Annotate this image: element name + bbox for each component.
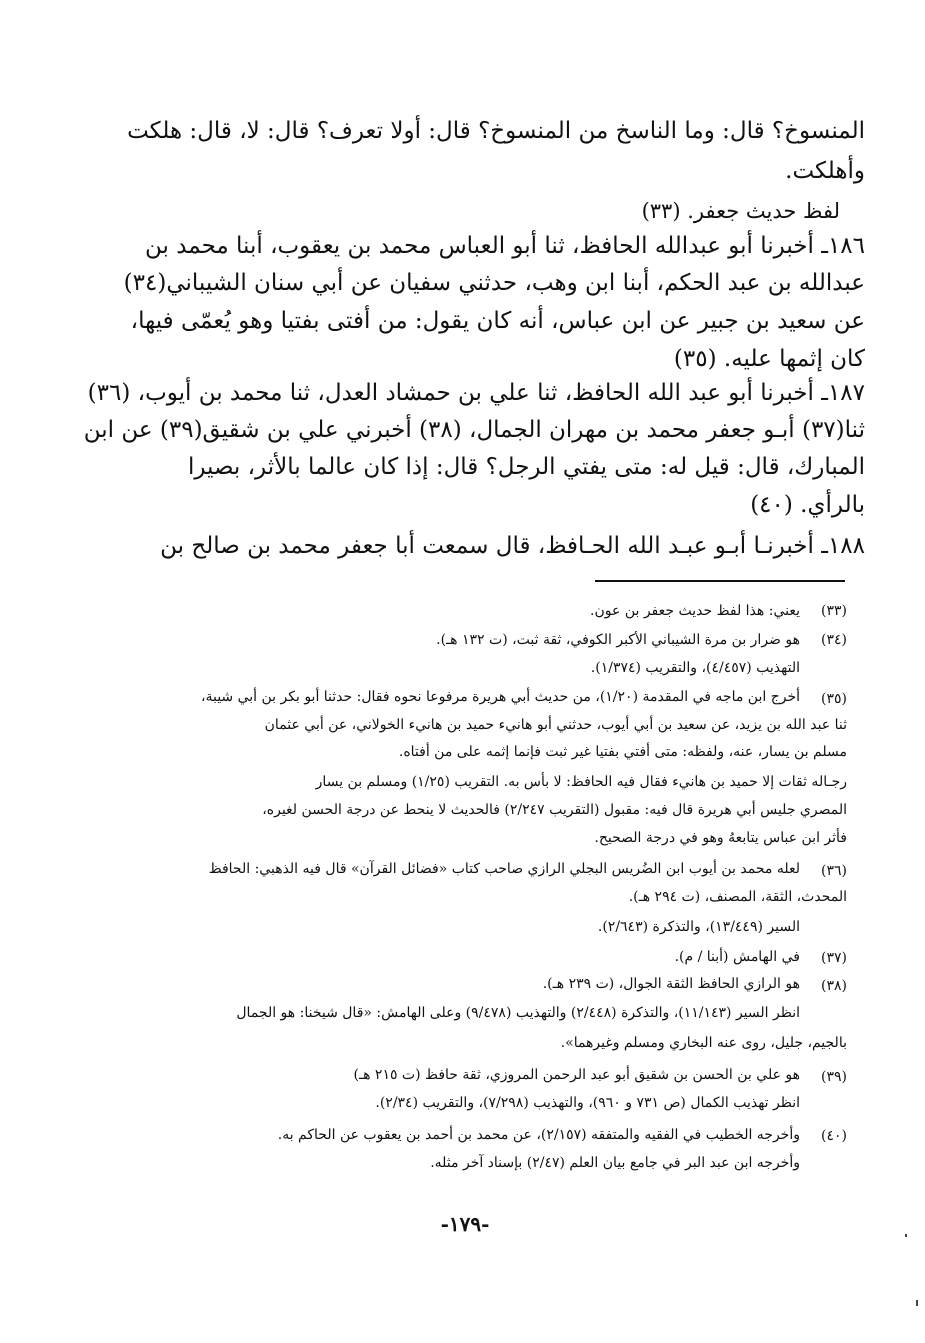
footnote-line: هو علي بن الحسن بن شقيق أبو عبد الرحمن المروزي، ثقة حافظ (ت ٢١٥ هـ) xyxy=(353,1067,800,1083)
footnote-number: (٣٧) xyxy=(821,950,847,966)
footnote-number: (٣٤) xyxy=(821,632,847,648)
main-text-line: عن سعيد بن جبير عن ابن عباس، أنه كان يقول: من أفتى بفتيا وهو يُعمّى فيها، xyxy=(130,308,865,334)
scan-speck xyxy=(905,1234,907,1237)
footnote-line: في الهامش (أبنا / م). xyxy=(674,949,800,965)
footnote-line: أخرج ابن ماجه في المقدمة (١/٢٠)، من حديث أبي هريرة مرفوعا نحوه فقال: حدثنا أبو بكر بن أبي شيبة، xyxy=(200,689,800,705)
footnote-line: التهذيب (٤/٤٥٧)، والتقريب (١/٣٧٤). xyxy=(590,660,800,676)
footnote-line: بالجيم، جليل، روى عنه البخاري ومسلم وغيرهما». xyxy=(560,1035,847,1051)
main-text-line: ١٨٧ـ أخبرنا أبو عبد الله الحافظ، ثنا علي بن حمشاد العدل، ثنا محمد بن أيوب، (٣٦) xyxy=(87,380,865,406)
footnote-line: ثنا عبد الله بن يزيد، عن سعيد بن أبي أيوب، حدثني أبو هانيء حميد بن هانيء الخولاني، عن أبي عثمان xyxy=(264,717,847,733)
main-text-line: كان إثمها عليه. (٣٥) xyxy=(673,346,865,372)
main-text-line: عبدالله بن عبد الحكم، أبنا ابن وهب، حدثني سفيان عن أبي سنان الشيباني(٣٤) xyxy=(123,270,865,296)
footnote-line: انظر السير (١١/١٤٣)، والتذكرة (٢/٤٤٨) والتهذيب (٩/٤٧٨) وعلى الهامش: «قال شيخنا: هو الجمال xyxy=(236,1005,800,1021)
footnote-separator xyxy=(595,580,845,582)
footnote-line: لعله محمد بن أيوب ابن الضُريس البجلي الرازي صاحب كتاب «فضائل القرآن» قال فيه الذهبي: الحافظ xyxy=(208,861,800,877)
main-text-line: ١٨٦ـ أخبرنا أبو عبدالله الحافظ، ثنا أبو العباس محمد بن يعقوب، أبنا محمد بن xyxy=(144,233,865,259)
footnote-line: المحدث، الثقة، المصنف، (ت ٢٩٤ هـ). xyxy=(628,889,847,905)
footnote-line: فأثر ابن عباس يتابعهُ وهو في درجة الصحيح. xyxy=(594,830,847,846)
footnote-line: السير (١٣/٤٤٩)، والتذكرة (٢/٦٤٣). xyxy=(597,919,800,935)
footnote-line: وأخرجه الخطيب في الفقيه والمتفقه (٢/١٥٧)، عن محمد بن أحمد بن يعقوب عن الحاكم به. xyxy=(277,1127,800,1143)
footnote-line: هو ضرار بن مرة الشيباني الأكبر الكوفي، ثقة ثبت، (ت ١٣٢ هـ). xyxy=(436,632,800,648)
main-text-line: ١٨٨ـ أخبرنـا أبـو عبـد الله الحـافظ، قال سمعت أبا جعفر محمد بن صالح بن xyxy=(160,533,865,559)
page-number: -١٧٩- xyxy=(440,1212,490,1236)
footnote-number: (٤٠) xyxy=(821,1128,847,1144)
main-text-line: المنسوخ؟ قال: وما الناسخ من المنسوخ؟ قال: أولا تعرف؟ قال: لا، قال: هلكت xyxy=(127,118,865,144)
footnote-line: المصري جليس أبي هريرة قال فيه: مقبول (التقريب ٢/٢٤٧) فالحديث لا ينحط عن درجة الحسن لغيره، xyxy=(262,802,847,818)
footnote-line: رجـاله ثقات إلا حميد بن هانيء فقال فيه الحافظ: لا بأس به. التقريب (١/٢٥) ومسلم بن يسار xyxy=(315,774,847,790)
footnote-number: (٣٥) xyxy=(821,691,847,707)
footnote-number: (٣٣) xyxy=(821,603,847,619)
footnote-line: هو الرازي الحافظ الثقة الجوال، (ت ٢٣٩ هـ). xyxy=(542,976,800,992)
main-text-line: وأهلكت. xyxy=(785,158,865,184)
footnote-line: مسلم بن يسار، عنه، ولفظه: متى أفتي بفتيا غير ثبت فإنما إثمه على من أفتاه. xyxy=(398,744,847,760)
main-text-line: ثنا(٣٧) أبـو جعفر محمد بن مهران الجمال، (٣٨) أخبرني علي بن شقيق(٣٩) عن ابن xyxy=(83,417,865,443)
footnote-number: (٣٩) xyxy=(821,1069,847,1085)
footnote-number: (٣٨) xyxy=(821,978,847,994)
footnote-number: (٣٦) xyxy=(821,863,847,879)
main-text-line: لفظ حديث جعفر. (٣٣) xyxy=(641,199,840,223)
footnote-line: انظر تهذيب الكمال (ص ٧٣١ و ٩٦٠)، والتهذيب (٧/٢٩٨)، والتقريب (٢/٣٤). xyxy=(375,1095,800,1111)
main-text-line: المبارك، قال: قيل له: متى يفتي الرجل؟ قال: إذا كان عالما بالأثر، بصيرا xyxy=(187,454,865,480)
footnote-line: يعني: هذا لفظ حديث جعفر بن عون. xyxy=(590,603,800,619)
main-text-line: بالرأي. (٤٠) xyxy=(750,492,865,518)
scan-speck xyxy=(916,1300,918,1306)
footnote-line: وأخرجه ابن عبد البر في جامع بيان العلم (٢/٤٧) بإسناد آخر مثله. xyxy=(430,1155,800,1171)
